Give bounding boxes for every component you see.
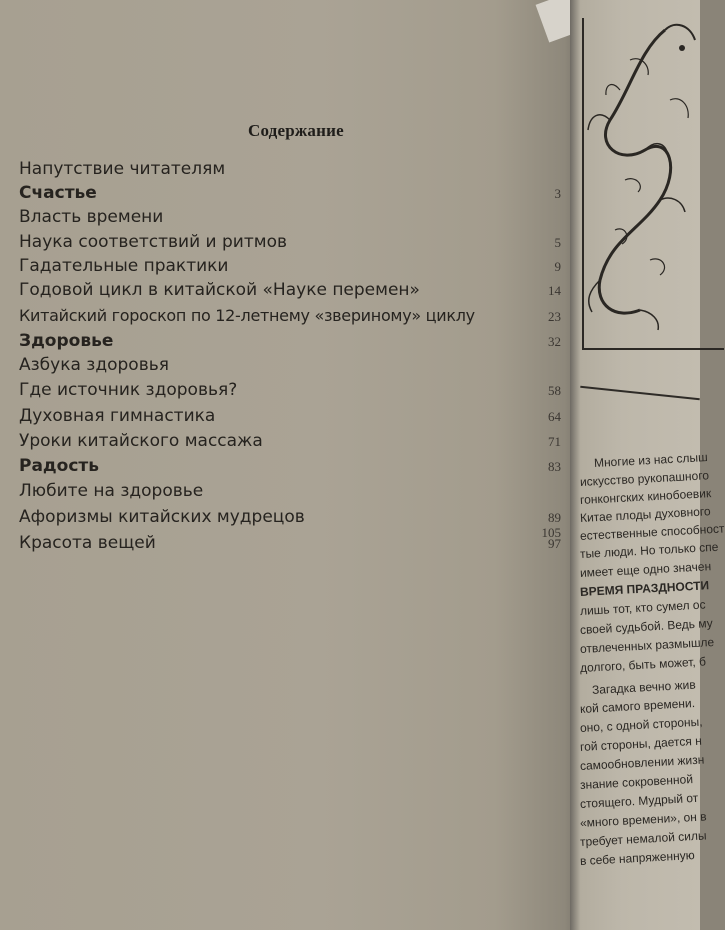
toc-entry-label: Напутствие читателям [19, 159, 226, 179]
right-page-line: отвлеченных размышле [579, 634, 715, 656]
toc-entry-label: Азбука здоровья [19, 355, 169, 375]
right-page-heading: ВРЕМЯ ПРАЗДНОСТИ [579, 578, 710, 599]
toc-entry-page: 83 [548, 459, 561, 474]
right-page-line: требует немалой силы [579, 828, 707, 849]
right-page-line: самообновлении жизн [579, 752, 705, 773]
right-page-line: тые люди. Но только спе [579, 539, 719, 561]
right-page-line: долгого, быть может, б [579, 654, 707, 675]
toc-entry-label: Где источник здоровья? [19, 380, 238, 400]
toc-entry-page: 23 [548, 309, 561, 324]
toc-row [19, 159, 567, 183]
toc-row [19, 183, 567, 207]
right-page-line: Многие из нас слыш [593, 450, 709, 470]
right-page-line: своей судьбой. Ведь му [579, 616, 713, 637]
right-page-line: «много времени», он в [579, 809, 707, 830]
dragon-illustration-icon [570, 0, 700, 360]
right-page-line: Китае плоды духовного [579, 504, 711, 525]
toc-entry-page: 89 [548, 510, 561, 525]
toc-entry-label: Наука соответствий и ритмов [19, 232, 287, 252]
toc-row [19, 232, 567, 256]
toc-section-label: Счастье [19, 183, 97, 203]
toc-entry-page: 14 [548, 283, 561, 298]
right-page-line: гонконгских кинобоевик [579, 486, 712, 507]
right-page-line: в себе напряженную [579, 848, 696, 868]
toc-entry-label: Власть времени [19, 207, 164, 227]
toc-entry-page: 32 [548, 334, 561, 349]
toc-row [19, 431, 567, 455]
toc-entry-page: 5 [554, 235, 561, 250]
toc-row [19, 456, 567, 480]
toc-row [19, 256, 567, 280]
divider [580, 386, 700, 401]
right-page-line: гой стороны, дается н [579, 733, 703, 754]
toc-entry-label: Уроки китайского массажа [19, 431, 263, 451]
toc-title: Содержание [248, 121, 344, 140]
right-page-line: искусство рукопашного [579, 468, 710, 489]
right-page-line: кой самого времени. [579, 695, 696, 716]
toc-entry-label: Афоризмы китайских мудрецов [19, 507, 305, 527]
toc-entry-label: Любите на здоровье [19, 481, 204, 501]
toc-entry-page: 9 [554, 259, 561, 274]
toc-entry-label: Красота вещей [19, 533, 156, 553]
toc-row [19, 481, 567, 505]
toc-row [19, 306, 567, 330]
right-page-line: оно, с одной стороны, [579, 714, 703, 735]
right-page-line: знание сокровенной [579, 772, 694, 792]
right-page-line: естественные способност [579, 521, 725, 543]
toc-entry-page: 71 [548, 434, 561, 449]
toc-row [19, 406, 567, 430]
toc-row [19, 380, 567, 404]
toc-entry-label: Китайский гороскоп по 12-летнему «звериному» циклу [19, 306, 475, 325]
toc-entry-label: Годовой цикл в китайской «Науке перемен» [19, 280, 420, 300]
right-page-line: имеет еще одно значен [579, 559, 712, 580]
toc-entry-label: Гадательные практики [19, 256, 229, 276]
right-page [570, 0, 725, 930]
right-page-line: стоящего. Мудрый от [579, 790, 699, 811]
toc-row [19, 207, 567, 231]
toc-entry-page: 105 [541, 525, 561, 540]
toc-entry-page: 3 [554, 186, 561, 201]
toc-row [19, 280, 567, 304]
toc-row [19, 355, 567, 379]
right-page-line: лишь тот, кто сумел ос [579, 597, 706, 618]
toc-entry-label: Духовная гимнастика [19, 406, 216, 426]
toc-entry-page: 97 [548, 536, 561, 551]
toc-row [19, 331, 567, 355]
toc-row [19, 525, 567, 549]
right-page-line: Загадка вечно жив [591, 677, 696, 697]
toc-entry-page: 64 [548, 409, 561, 424]
toc-section-label: Радость [19, 456, 100, 476]
toc-section-label: Здоровье [19, 331, 114, 351]
toc-entry-page: 58 [548, 383, 561, 398]
